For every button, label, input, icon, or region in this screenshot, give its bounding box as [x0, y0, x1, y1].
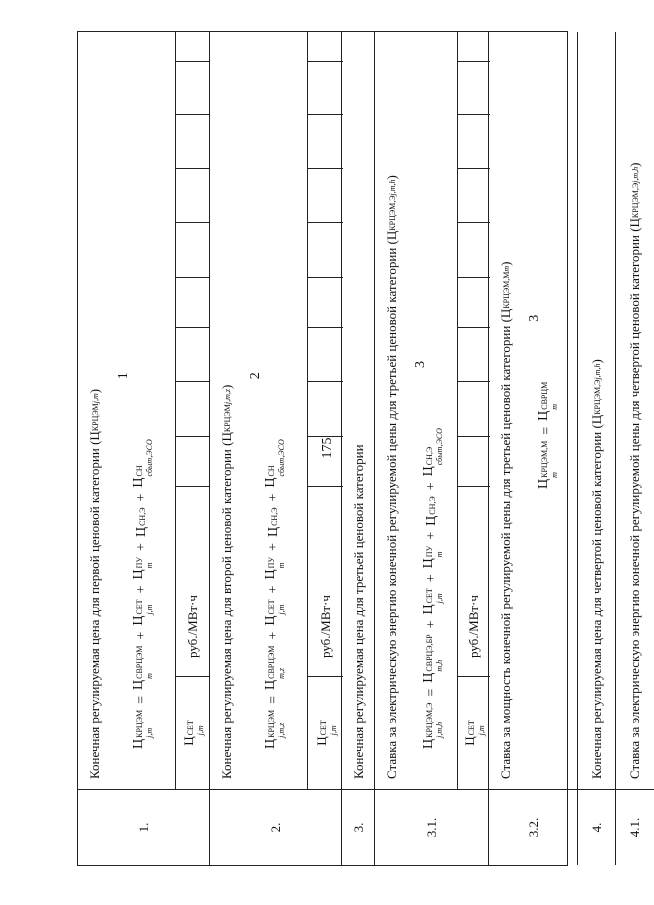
- price-symbol: Ц СВРЦЭМ m,z: [262, 645, 286, 690]
- plus-sign: +: [266, 585, 281, 594]
- plus-sign: +: [424, 574, 439, 583]
- plus-sign: +: [424, 482, 439, 491]
- price-symbol: Ц СЕТ j,m: [262, 599, 286, 626]
- value-cell: [458, 223, 490, 278]
- plus-sign: +: [424, 620, 439, 629]
- row-title: Ставка за электрическую энергию конечной регулируемой цены для третьей ценовой категории (Ц КРЦЭМ,Э j,m,h ): [384, 175, 399, 779]
- plus-sign: +: [134, 585, 149, 594]
- row-title: Ставка за мощность конечной регулируемой цены для третьей ценовой категории (Ц КРЦЭМ,М m ): [498, 261, 513, 779]
- formula-number: 1: [116, 372, 131, 380]
- unit-value: руб./МВт·ч: [308, 487, 343, 677]
- formula: [112, 40, 172, 749]
- table-row: [488, 32, 578, 865]
- row-number: 4.: [578, 789, 616, 865]
- row-number: 1.: [78, 789, 209, 865]
- page-number: 175: [320, 437, 335, 459]
- row-title: Конечная регулируемая цена для второй ценовой категории (Ц КРЦЭМ j,m,z ): [219, 384, 234, 779]
- plus-sign: +: [266, 493, 281, 502]
- plus-sign: +: [134, 543, 149, 551]
- unit-value: руб./МВт·ч: [176, 487, 210, 677]
- plus-sign: +: [266, 631, 281, 640]
- value-cell: [176, 328, 210, 382]
- price-symbol: Ц КРЦЭМ j,m: [130, 709, 154, 749]
- unit-label: [458, 677, 490, 789]
- row-title: Конечная регулируемая цена для третьей ценовой категории: [350, 444, 366, 779]
- plus-sign: +: [266, 543, 281, 551]
- value-cell: [458, 278, 490, 328]
- price-symbol: Ц СЕТ j,m: [181, 720, 205, 746]
- formula-number: 2: [248, 372, 263, 380]
- formula: [523, 40, 571, 489]
- formula: [244, 40, 304, 749]
- price-symbol: Ц СЕТ j,m: [462, 720, 486, 746]
- unit-label: [176, 677, 210, 789]
- row-title: Конечная регулируемая цена для первой ценовой категории (Ц КРЦЭМ j,m ): [87, 388, 102, 779]
- value-cell: [176, 115, 210, 169]
- price-symbol: Ц СН,Э сбыт,ЭСО: [420, 428, 444, 477]
- row-number: 3.1.: [375, 789, 489, 865]
- value-cell: [308, 32, 343, 62]
- value-cell: [308, 382, 343, 437]
- value-cell: [308, 115, 343, 169]
- value-cell: [308, 437, 343, 487]
- price-symbol: Ц СЕТ j,m: [313, 720, 338, 746]
- value-cell: [458, 382, 490, 437]
- price-symbol: Ц ПУ m: [420, 545, 444, 569]
- equals-sign: =: [424, 688, 439, 697]
- row-number: 4.1.: [616, 789, 654, 865]
- price-symbol: Ц СВРЦЭ,БР m,h: [420, 634, 444, 683]
- price-symbol: Ц СН сбыт,ЭСО: [130, 439, 154, 488]
- row-number: 2.: [210, 789, 342, 865]
- unit-table: [307, 32, 343, 789]
- table-row: [341, 32, 375, 865]
- row-number: 3.: [342, 789, 375, 865]
- price-symbol: Ц СЕТ j,m: [420, 588, 444, 615]
- table-row: [577, 32, 616, 865]
- value-cell: [308, 169, 343, 223]
- tariff-table: [77, 31, 642, 866]
- price-symbol: Ц СН,Э: [134, 507, 149, 538]
- table-row: [615, 32, 654, 865]
- value-cell: [176, 169, 210, 223]
- unit-table: [457, 32, 490, 789]
- value-cell: [176, 382, 210, 437]
- unit-value: руб./МВт·ч: [458, 487, 490, 677]
- price-symbol: Ц ПУ m: [262, 556, 286, 580]
- value-cell: [458, 115, 490, 169]
- value-cell: [458, 437, 490, 487]
- equals-sign: =: [134, 696, 149, 704]
- value-cell: [176, 437, 210, 487]
- price-symbol: Ц СВРЦМ m: [535, 381, 559, 421]
- table-row: [209, 32, 342, 865]
- price-symbol: Ц ПУ m: [130, 556, 154, 580]
- price-symbol: Ц КРЦЭМ,Э j,m,h: [420, 702, 444, 749]
- value-cell: [458, 169, 490, 223]
- price-symbol: Ц СН,Э: [266, 507, 281, 538]
- price-symbol: Ц СЕТ j,m: [130, 599, 154, 626]
- value-cell: [308, 278, 343, 328]
- formula: [409, 40, 455, 749]
- unit-table: [175, 32, 210, 789]
- table-row: [78, 32, 209, 865]
- value-cell: [176, 278, 210, 328]
- formula-number: 3: [527, 314, 542, 322]
- formula-number: 3: [413, 361, 428, 369]
- value-cell: [176, 32, 210, 62]
- value-cell: [458, 32, 490, 62]
- row-title: Конечная регулируемая цена для четвертой ценовой категории (Ц КРЦЭМ,Э j,m,h ): [589, 359, 604, 779]
- value-cell: [176, 62, 210, 115]
- value-cell: [176, 223, 210, 278]
- plus-sign: +: [134, 631, 149, 640]
- equals-sign: =: [266, 696, 281, 704]
- value-cell: [458, 62, 490, 115]
- value-cell: [308, 328, 343, 382]
- equals-sign: =: [539, 426, 554, 435]
- plus-sign: +: [424, 531, 439, 540]
- plus-sign: +: [134, 493, 149, 502]
- value-cell: [308, 223, 343, 278]
- price-symbol: Ц КРЦЭМ,М m: [535, 440, 559, 489]
- row-number: 3.2.: [489, 789, 578, 865]
- value-cell: [458, 328, 490, 382]
- price-symbol: Ц КРЦЭМ j,m,z: [262, 709, 286, 749]
- table-row: [374, 32, 489, 865]
- row-title: Ставка за электрическую энергию конечной регулируемой цены для четвертой ценовой категории (Ц КРЦЭМ,Э j,m,h ): [627, 162, 642, 779]
- price-symbol: Ц СН,Э: [424, 496, 439, 526]
- value-cell: [308, 62, 343, 115]
- unit-label: [308, 677, 343, 789]
- price-symbol: Ц СН сбыт,ЭСО: [262, 439, 286, 488]
- price-symbol: Ц СВРЦЭМ m: [130, 645, 154, 690]
